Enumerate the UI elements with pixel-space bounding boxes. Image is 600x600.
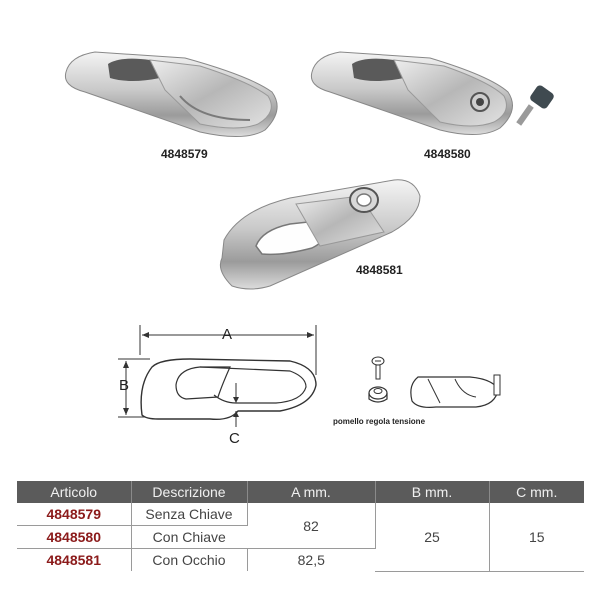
tension-knob-caption: pomello regola tensione [333,417,426,426]
technical-drawing [0,315,600,465]
tension-knob-icon [369,387,387,402]
cell-descrizione: Con Chiave [131,526,247,549]
table-header-row [17,481,584,503]
product-code-4848580: 4848580 [424,147,471,161]
dimension-label-b: B [119,377,130,394]
cell-articolo: 4848580 [17,526,131,549]
screw-icon [372,357,384,379]
col-header-descrizione: Descrizione [131,481,247,503]
spec-table [17,481,584,572]
cell-descrizione: Con Occhio [131,549,247,572]
product-code-4848579: 4848579 [161,147,208,161]
latch-image-4848580 [311,52,555,135]
cell-b-mm: 25 [375,503,489,571]
cell-c-mm: 15 [489,503,584,571]
latch-side-sketch [411,375,500,407]
col-header-articolo: Articolo [17,481,131,503]
cell-descrizione: Senza Chiave [131,503,247,526]
cell-articolo: 4848581 [17,549,131,572]
col-header-a: A mm. [247,481,375,503]
cell-a-mm: 82,5 [297,552,325,568]
table-row [17,503,584,526]
latch-image-4848579 [65,52,277,137]
dimension-label-c: C [229,430,240,447]
cell-a-mm: 82 [247,503,375,549]
col-header-c: C mm. [489,481,584,503]
col-header-b: B mm. [375,481,489,503]
dimension-label-a: A [222,326,233,343]
cell-articolo: 4848579 [17,503,131,526]
product-code-4848581: 4848581 [356,263,403,277]
